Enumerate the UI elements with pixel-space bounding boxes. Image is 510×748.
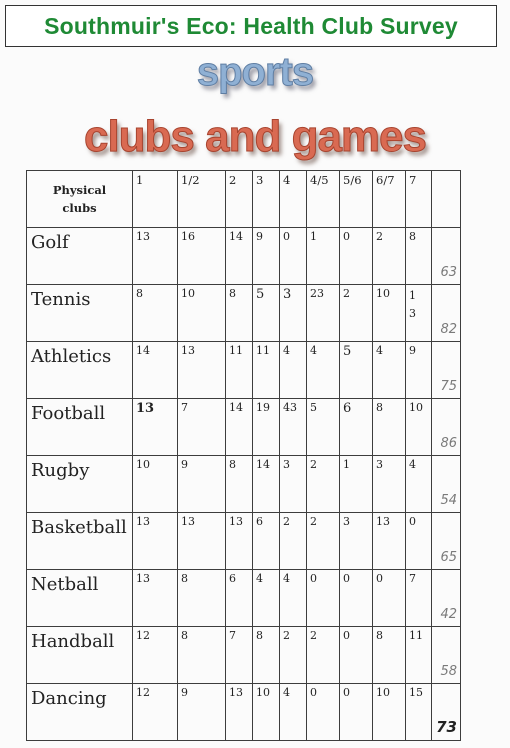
club-name: Rugby (27, 456, 133, 513)
year-value-cell: 14 (226, 399, 253, 456)
year-value-cell: 2 (340, 285, 373, 342)
year-value-cell: 7 (178, 399, 226, 456)
year-value-cell: 4 (280, 570, 307, 627)
year-group-header: 5/6 (340, 171, 373, 228)
year-value-cell: 8 (226, 285, 253, 342)
club-row (27, 228, 461, 285)
year-value-cell: 9 (178, 684, 226, 741)
year-value-cell: 4 (280, 342, 307, 399)
year-value-cell: 14 (133, 342, 178, 399)
club-row (27, 342, 461, 399)
year-value-cell: 2 (373, 228, 406, 285)
year-group-header: 1 (133, 171, 178, 228)
year-group-header: 7 (406, 171, 432, 228)
year-value-cell: 2 (280, 513, 307, 570)
year-value-cell: 11 (226, 342, 253, 399)
club-name: Handball (27, 627, 133, 684)
year-value-cell: 4 (406, 456, 432, 513)
year-value-cell: 16 (178, 228, 226, 285)
word-art-sports: sports (196, 50, 314, 94)
year-value-cell: 10 (373, 684, 406, 741)
year-value-cell: 9 (178, 456, 226, 513)
year-value-cell: 0 (340, 627, 373, 684)
year-value-cell: 5 (307, 399, 340, 456)
year-value-cell: 13 (133, 570, 178, 627)
club-total: 54 (432, 456, 461, 513)
year-value-cell: 0 (307, 570, 340, 627)
club-name: Football (27, 399, 133, 456)
club-name: Netball (27, 570, 133, 627)
year-value-cell: 9 (406, 342, 432, 399)
year-value-cell: 0 (340, 684, 373, 741)
year-value-cell: 7 (226, 627, 253, 684)
club-total: 86 (432, 399, 461, 456)
year-value-cell: 4 (280, 684, 307, 741)
year-value-cell: 19 (253, 399, 280, 456)
year-value-cell: 43 (280, 399, 307, 456)
year-value-cell: 1 (307, 228, 340, 285)
year-value-cell: 0 (406, 513, 432, 570)
club-total: 42 (432, 570, 461, 627)
club-row (27, 627, 461, 684)
year-value-cell: 0 (307, 684, 340, 741)
year-value-cell: 14 (253, 456, 280, 513)
year-value-cell: 0 (340, 570, 373, 627)
year-value-cell: 8 (226, 456, 253, 513)
year-group-header: 4/5 (307, 171, 340, 228)
year-value-cell: 12 (133, 684, 178, 741)
year-value-cell: 2 (307, 627, 340, 684)
physical-clubs-header (27, 171, 133, 228)
year-value-cell: 4 (307, 342, 340, 399)
club-row (27, 570, 461, 627)
year-value-cell: 10 (253, 684, 280, 741)
club-total: 82 (432, 285, 461, 342)
header-label-line-2: clubs (62, 201, 97, 215)
year-value-cell: 13 (133, 228, 178, 285)
year-value-cell: 3 (280, 456, 307, 513)
year-value-cell: 13 (178, 342, 226, 399)
year-value-cell: 4 (373, 342, 406, 399)
club-row (27, 684, 461, 741)
year-value-cell: 8 (178, 627, 226, 684)
total-header (432, 171, 461, 228)
header-label-line-1: Physical (52, 183, 107, 197)
club-row (27, 399, 461, 456)
club-row (27, 285, 461, 342)
year-value-cell: 10 (406, 399, 432, 456)
year-value-cell: 2 (307, 456, 340, 513)
year-value-cell: 13 (133, 399, 178, 456)
year-value-cell: 13 (178, 513, 226, 570)
year-group-header: 1/2 (178, 171, 226, 228)
club-total: 58 (432, 627, 461, 684)
year-value-cell: 13 (226, 513, 253, 570)
year-value-cell: 4 (253, 570, 280, 627)
year-value-cell: 8 (133, 285, 178, 342)
club-name: Basketball (27, 513, 133, 570)
year-value-cell: 23 (307, 285, 340, 342)
year-value-cell: 8 (406, 228, 432, 285)
club-total: 75 (432, 342, 461, 399)
year-value-cell: 8 (178, 570, 226, 627)
club-name: Tennis (27, 285, 133, 342)
year-value-cell: 9 (253, 228, 280, 285)
club-name: Athletics (27, 342, 133, 399)
year-value-cell: 13 (133, 513, 178, 570)
year-value-cell: 11 (253, 342, 280, 399)
year-value-cell: 10 (133, 456, 178, 513)
header-row (27, 171, 461, 228)
year-value-cell: 12 (133, 627, 178, 684)
year-value-cell: 3 (280, 285, 307, 342)
year-value-cell: 6 (340, 399, 373, 456)
year-value-cell: 0 (280, 228, 307, 285)
club-total: 73 (432, 684, 461, 741)
year-value-cell: 8 (373, 627, 406, 684)
year-group-header: 2 (226, 171, 253, 228)
year-value-cell: 11 (406, 627, 432, 684)
year-value-cell: 6 (253, 513, 280, 570)
year-value-cell: 2 (307, 513, 340, 570)
year-value-cell: 14 (226, 228, 253, 285)
club-total: 63 (432, 228, 461, 285)
year-value-cell: 8 (373, 399, 406, 456)
year-value-cell: 5 (253, 285, 280, 342)
year-value-cell: 15 (406, 684, 432, 741)
year-value-cell: 13 (226, 684, 253, 741)
year-value-cell: 3 (340, 513, 373, 570)
club-row (27, 456, 461, 513)
year-value-cell: 7 (406, 570, 432, 627)
year-value-cell: 6 (226, 570, 253, 627)
year-value-cell: 13 (373, 513, 406, 570)
club-row (27, 513, 461, 570)
year-group-header: 6/7 (373, 171, 406, 228)
year-value-cell: 1 (340, 456, 373, 513)
year-value-cell: 3 (373, 456, 406, 513)
year-value-cell: 0 (340, 228, 373, 285)
year-value-cell: 1 3 (406, 285, 432, 342)
club-total: 65 (432, 513, 461, 570)
survey-title-banner (5, 5, 497, 47)
year-value-cell: 8 (253, 627, 280, 684)
year-value-cell: 10 (178, 285, 226, 342)
year-value-cell: 2 (280, 627, 307, 684)
survey-title: Southmuir's Eco: Health Club Survey (44, 12, 458, 39)
survey-table (26, 170, 461, 741)
word-art-clubs-and-games: clubs and games (83, 112, 426, 161)
club-name: Dancing (27, 684, 133, 741)
club-name: Golf (27, 228, 133, 285)
year-value-cell: 10 (373, 285, 406, 342)
year-value-cell: 5 (340, 342, 373, 399)
year-group-header: 3 (253, 171, 280, 228)
year-value-cell: 0 (373, 570, 406, 627)
year-group-header: 4 (280, 171, 307, 228)
